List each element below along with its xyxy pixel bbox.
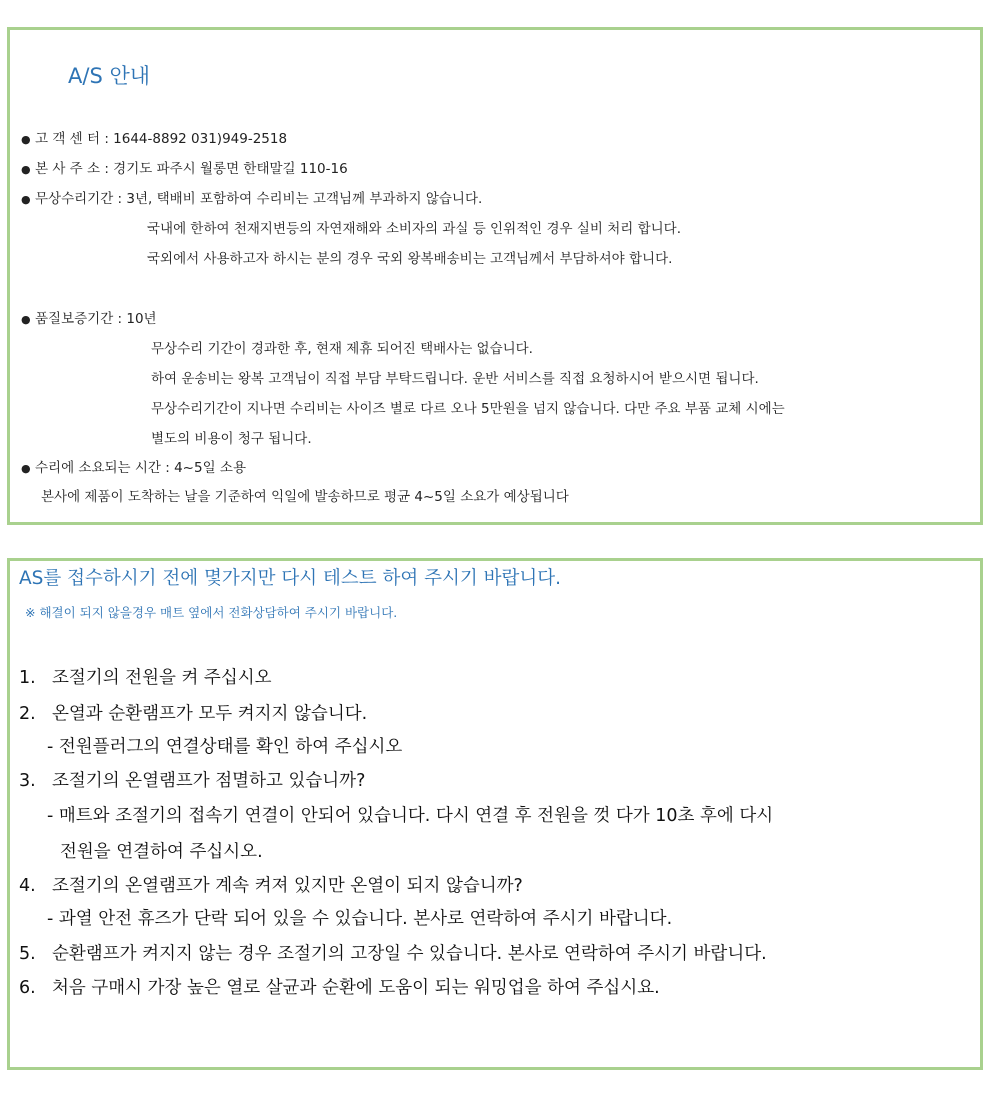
- step-6: [19, 977, 660, 999]
- step-number: 4.: [19, 876, 36, 896]
- step-3-sub-b: 전원을 연결하여 주십시오.: [60, 842, 263, 862]
- checklist-panel: [7, 558, 983, 1070]
- repair-time-text: 수리에 소요되는 시간 : 4~5일 소용: [35, 460, 246, 476]
- warranty-text: 품질보증기간 : 10년: [35, 311, 157, 327]
- bullet-icon: ●: [21, 462, 31, 475]
- step-number: 6.: [19, 978, 36, 998]
- step-number: 2.: [19, 704, 36, 724]
- step-1: [19, 667, 272, 689]
- step-text: 조절기의 온열램프가 계속 켜져 있지만 온열이 되지 않습니까?: [52, 876, 523, 896]
- step-4: [19, 875, 523, 897]
- head-office-line: [21, 160, 348, 179]
- repair-time-line: [21, 459, 246, 478]
- step-text: 조절기의 전원을 켜 주십시오: [52, 668, 272, 688]
- bullet-icon: ●: [21, 193, 31, 206]
- free-repair-text: 무상수리기간 : 3년, 택배비 포함하여 수리비는 고객님께 부과하지 않습니다.: [35, 191, 483, 207]
- checklist-title: AS를 접수하시기 전에 몇가지만 다시 테스트 하여 주시기 바랍니다.: [19, 568, 561, 589]
- warranty-note-4: 별도의 비용이 청구 됩니다.: [151, 431, 312, 447]
- step-number: 3.: [19, 771, 36, 791]
- warranty-note-1: 무상수리 기간이 경과한 후, 현재 제휴 되어진 택배사는 없습니다.: [151, 341, 533, 357]
- step-5: [19, 943, 767, 965]
- head-office-text: 본 사 주 소 : 경기도 파주시 월롱면 한태말길 110-16: [35, 161, 348, 177]
- warranty-line: [21, 310, 157, 329]
- customer-center-line: [21, 130, 287, 149]
- step-2: [19, 703, 367, 725]
- step-text: 순환램프가 켜지지 않는 경우 조절기의 고장일 수 있습니다. 본사로 연락하여 주시기 바랍니다.: [52, 944, 767, 964]
- step-text: 처음 구매시 가장 높은 열로 살균과 순환에 도움이 되는 워밍업을 하여 주십시요.: [52, 978, 660, 998]
- step-number: 5.: [19, 944, 36, 964]
- bullet-icon: ●: [21, 133, 31, 146]
- warranty-note-3: 무상수리기간이 지나면 수리비는 사이즈 별로 다르 오나 5만원을 넘지 않습니다. 다만 주요 부품 교체 시에는: [151, 401, 785, 417]
- as-guide-panel: [7, 27, 983, 525]
- step-4-sub: - 과열 안전 휴즈가 단락 되어 있을 수 있습니다. 본사로 연락하여 주시기 바랍니다.: [47, 909, 673, 929]
- step-3-sub-a: - 매트와 조절기의 접속기 연결이 안되어 있습니다. 다시 연결 후 전원을 껏 다가 10초 후에 다시: [47, 806, 774, 826]
- customer-center-text: 고 객 센 터 : 1644-8892 031)949-2518: [35, 131, 288, 147]
- free-repair-line: [21, 190, 482, 209]
- free-repair-note-1: 국내에 한하여 천재지변등의 자연재해와 소비자의 과실 등 인위적인 경우 실비 처리 합니다.: [147, 221, 682, 237]
- as-guide-title: A/S 안내: [68, 64, 151, 88]
- checklist-note: ※ 해결이 되지 않을경우 매트 옆에서 전화상담하여 주시기 바랍니다.: [25, 605, 398, 620]
- step-number: 1.: [19, 668, 36, 688]
- bullet-icon: ●: [21, 163, 31, 176]
- bullet-icon: ●: [21, 313, 31, 326]
- free-repair-note-2: 국외에서 사용하고자 하시는 분의 경우 국외 왕복배송비는 고객님께서 부담하셔야 합니다.: [147, 251, 673, 267]
- step-2-sub: - 전원플러그의 연결상태를 확인 하여 주십시오: [47, 737, 403, 757]
- step-text: 조절기의 온열램프가 점멸하고 있습니까?: [52, 771, 366, 791]
- repair-time-note: 본사에 제품이 도착하는 날을 기준하여 익일에 발송하므로 평균 4~5일 소요가 예상됩니다: [41, 489, 569, 505]
- step-3: [19, 770, 365, 792]
- warranty-note-2: 하여 운송비는 왕복 고객님이 직접 부담 부탁드립니다. 운반 서비스를 직접 요청하시어 받으시면 됩니다.: [151, 371, 759, 387]
- step-text: 온열과 순환램프가 모두 켜지지 않습니다.: [52, 704, 368, 724]
